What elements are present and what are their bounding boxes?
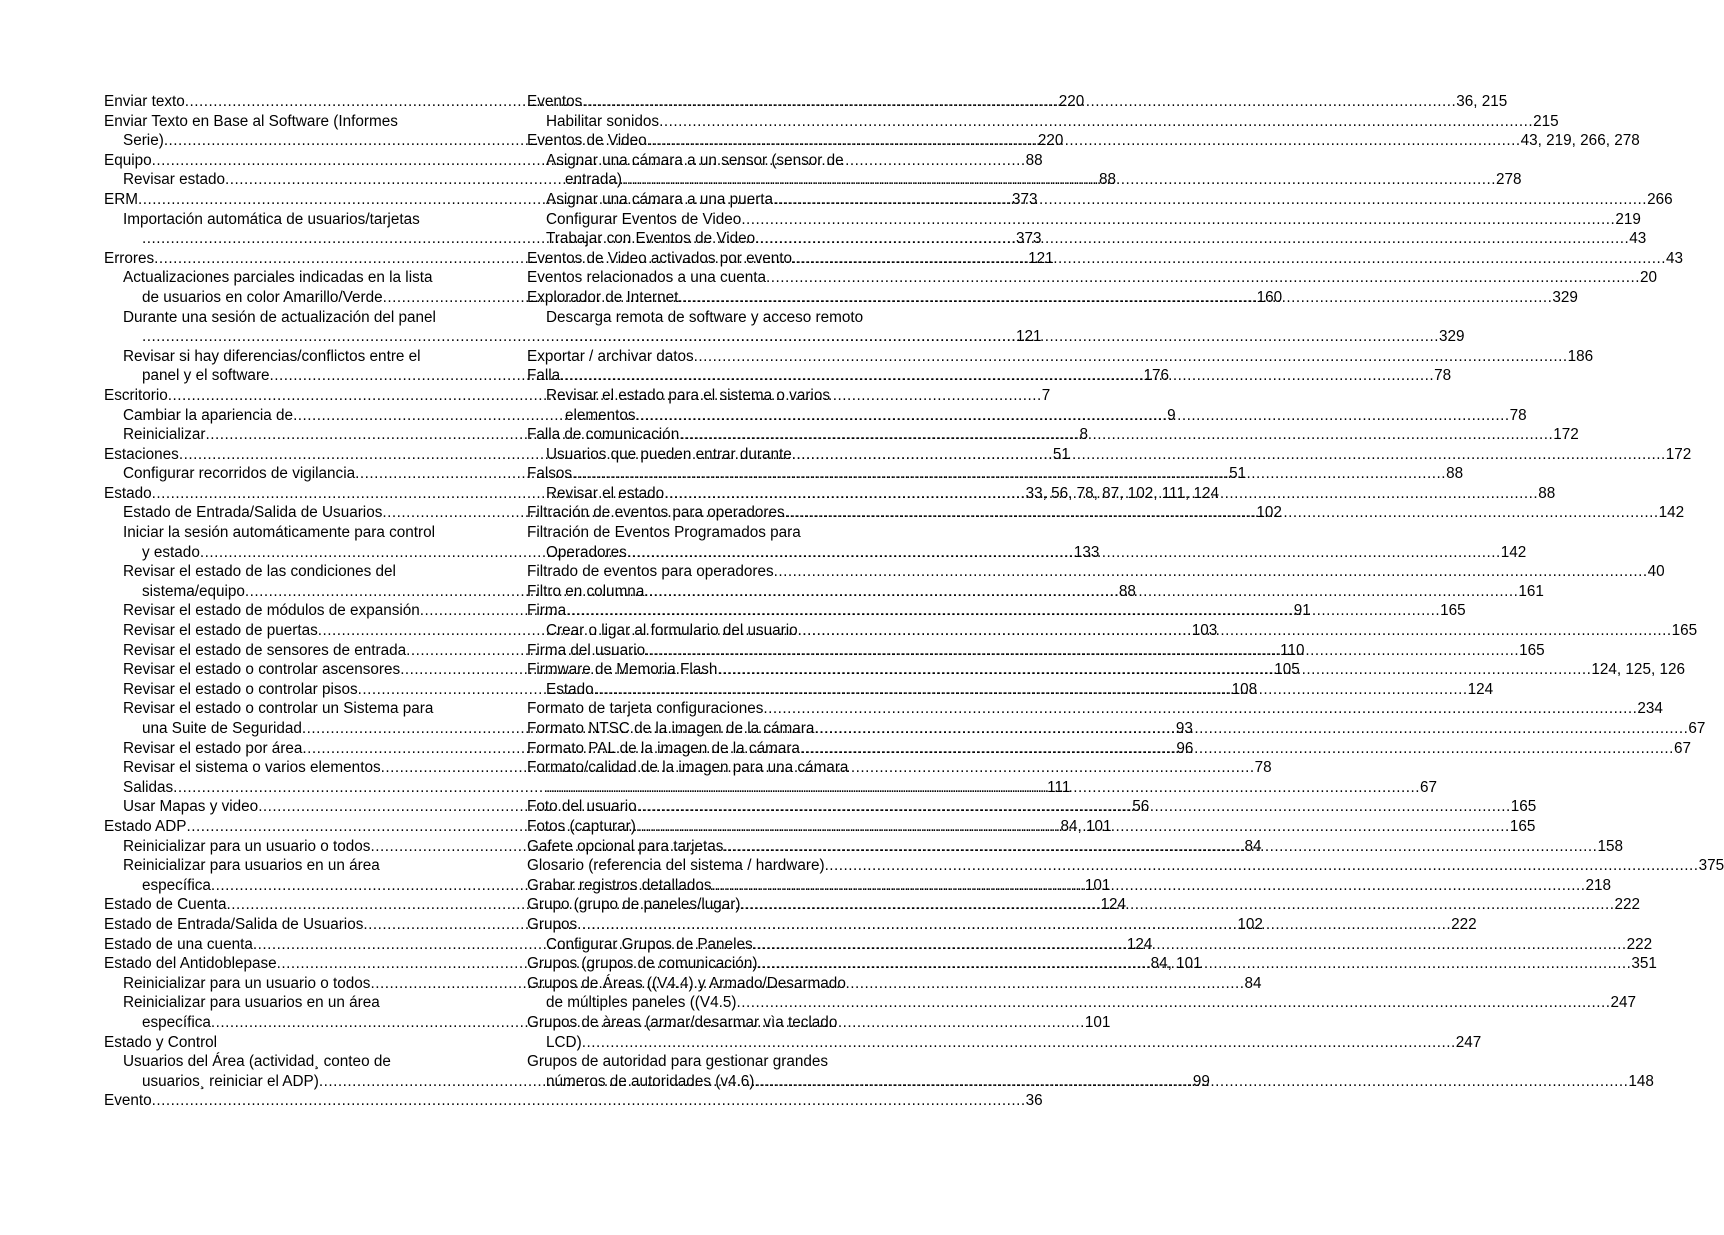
index-entry-text: Falla de comunicación <box>527 426 680 444</box>
index-entry <box>527 151 901 171</box>
index-entry-text: y estado <box>142 543 200 561</box>
index-entry <box>527 406 1527 426</box>
index-entry <box>527 1013 901 1033</box>
index-entry <box>104 680 1258 700</box>
index-entry-text: Enviar Texto en Base al Software (Informes <box>104 112 398 130</box>
index-entry <box>104 1033 478 1053</box>
index-entry-text: Eventos relacionados a una cuenta <box>527 269 766 287</box>
index-entry-page: 222 <box>1626 935 1653 953</box>
index-entry-page: 103 <box>1191 622 1218 640</box>
index-entry-text: Exportar / archivar datos <box>527 347 694 365</box>
index-entry <box>104 1052 478 1072</box>
index-entry-page: 88 <box>1538 484 1556 502</box>
index-entry-page: 219 <box>1615 210 1641 228</box>
index-entry-text: Eventos de Video activados por evento <box>527 249 793 267</box>
index-entry-page: 124 <box>1467 680 1494 698</box>
index-entry-text: Crear o ligar al formulario del usuario <box>546 622 798 640</box>
index-entry-text: Revisar si hay diferencias/conflictos entre el <box>123 347 421 365</box>
index-entry-page: 165 <box>1440 602 1466 620</box>
index-entry-page: 51 <box>1052 445 1070 463</box>
index-entry-text: Formato/calidad de la imagen para una cámara <box>527 759 849 777</box>
index-entry-page: 172 <box>1553 426 1579 444</box>
index-entry-text: Estado ADP <box>104 817 187 835</box>
index-entry-page: 105 <box>1274 661 1300 679</box>
index-entry-page: 375 <box>1698 857 1724 875</box>
index-entry-page: 121 <box>1028 249 1054 267</box>
index-entry-page: 78 <box>1434 367 1452 385</box>
index-entry <box>527 386 901 406</box>
index-entry-text: específica <box>142 1013 211 1031</box>
index-entry-text: Estado del Antidoblepase <box>104 955 277 973</box>
index-entry-text: Cambiar la apariencia de <box>123 406 294 424</box>
index-entry-page: 278 <box>1495 171 1522 189</box>
dot-leader <box>754 1072 1628 1092</box>
index-entry-page: 20 <box>1639 269 1657 287</box>
index-entry-text: Serie) <box>123 132 164 150</box>
index-entry-text: Grupos de autoridad para gestionar grandes <box>527 1053 829 1071</box>
index-entry-page: 78 <box>1254 759 1272 777</box>
index-entry-page: 102 <box>1237 915 1263 933</box>
dot-leader <box>582 92 1456 112</box>
index-entry-text: Revisar el estado de sensores de entrada <box>123 641 407 659</box>
dot-leader <box>741 210 1615 230</box>
dot-leader <box>798 621 1672 641</box>
dot-leader <box>572 464 1446 484</box>
index-entry-page: 96 <box>1176 739 1194 757</box>
dot-leader <box>546 778 1420 798</box>
index-entry-page: 215 <box>1533 112 1559 130</box>
index-entry-text: Estado de Cuenta <box>104 896 227 914</box>
index-entry-page: 8 <box>1079 426 1088 444</box>
index-entry-text: Eventos <box>527 93 583 110</box>
index-entry-text: Reinicializar <box>123 426 206 444</box>
index-entry-text: Estado y Control <box>104 1033 218 1051</box>
index-entry-text: Formato PAL de la imagen de la cámara <box>527 739 800 757</box>
index-entry-text: elementos <box>565 406 636 424</box>
index-entry-page: 78 <box>1509 406 1527 424</box>
index-entry-page: 110 <box>1280 641 1305 659</box>
index-entry-text: Revisar estado <box>123 171 226 189</box>
index-entry-page: 329 <box>1439 328 1465 346</box>
index-entry-page: 33, 56, 78, 87, 102, 111, 124 <box>1025 484 1219 502</box>
dot-leader <box>565 327 1439 347</box>
index-entry-text: Trabajar con Eventos de Video <box>546 230 756 248</box>
dot-leader <box>644 582 1518 602</box>
index-entry-text: Grupos de Áreas ((V4.4) y Armado/Desarmado <box>527 974 846 992</box>
index-entry-text: Firma <box>527 602 567 620</box>
index-entry-text: LCD) <box>546 1033 582 1051</box>
index-entry-text: Grabar registros detallados <box>527 876 712 894</box>
index-entry-text: sistema/equipo <box>142 582 245 600</box>
index-entry-page: 186 <box>1567 347 1594 365</box>
dot-leader <box>757 954 1631 974</box>
index-entry-page: 234 <box>1637 700 1663 718</box>
index-entry-text: Evento <box>104 1092 152 1110</box>
index-entry-text: Estado <box>104 484 152 502</box>
index-entry <box>104 308 478 328</box>
dot-leader <box>792 249 1666 269</box>
dot-leader <box>647 131 1521 151</box>
index-entry-text: Revisar el estado <box>546 484 665 502</box>
index-entry-page: 43, 219, 266, 278 <box>1520 132 1640 150</box>
dot-leader <box>736 993 1610 1013</box>
index-entry-page: 266 <box>1647 190 1673 208</box>
index-entry-page: 218 <box>1585 876 1612 894</box>
index-entry-page: 101 <box>1084 876 1111 894</box>
index-entry-text: Estado de Entrada/Salida de Usuarios <box>104 915 364 933</box>
index-entry-text: Reinicializar para usuarios en un área <box>123 857 380 875</box>
index-entry-text: Estado <box>546 680 594 698</box>
dot-leader <box>679 425 1553 445</box>
index-entry-text: Falla <box>527 367 561 385</box>
index-entry-page: 142 <box>1500 543 1527 561</box>
index-entry-text: Usuarios que pueden entrar durante <box>546 445 792 463</box>
index-entry-page: 111 <box>1047 778 1071 796</box>
index-entry-text: Foto del usuario <box>527 798 637 816</box>
index-entry-text: Reinicializar para usuarios en un área <box>123 994 380 1012</box>
dot-leader <box>627 543 1501 563</box>
index-entry <box>104 993 478 1013</box>
index-entry-page: 9 <box>1167 406 1176 424</box>
index-entry-text: Durante una sesión de actualización del panel <box>123 308 436 326</box>
index-entry-text: Estado de Entrada/Salida de Usuarios <box>123 504 383 522</box>
index-entry-text: ERM <box>104 190 138 208</box>
index-entry-text: Revisar el estado por área <box>123 739 303 757</box>
dot-leader <box>678 288 1552 308</box>
index-entry-text: Grupos (grupos de comunicación) <box>527 955 758 973</box>
index-entry-text: de múltiples paneles ((V4.5) <box>546 994 737 1012</box>
dot-leader <box>622 170 1496 190</box>
index-entry-page: 220 <box>1058 93 1085 110</box>
dot-leader <box>152 1091 1026 1111</box>
index-entry-text: Asignar una cámara a una puerta <box>546 190 774 208</box>
index-entry-page: 160 <box>1256 288 1283 306</box>
index-entry <box>104 523 478 543</box>
dot-leader <box>800 739 1674 759</box>
dot-leader <box>763 699 1637 719</box>
dot-leader <box>659 112 1533 132</box>
dot-leader <box>766 268 1640 288</box>
index-entry-page: 247 <box>1610 994 1636 1012</box>
index-entry-text: usuarios¸ reiniciar el ADP) <box>142 1072 319 1090</box>
index-entry <box>104 1091 1043 1111</box>
index-entry-page: 121 <box>1016 328 1042 346</box>
index-entry-text: Configurar Grupos de Paneles <box>546 935 753 953</box>
dot-leader <box>694 347 1568 367</box>
index-entry-page: 247 <box>1455 1033 1482 1051</box>
index-entry-page: 124 <box>1100 896 1126 914</box>
index-entry <box>527 856 1724 876</box>
dot-leader <box>792 445 1666 465</box>
index-entry-text: Firmware de Memoria Flash <box>527 661 718 679</box>
dot-leader <box>637 797 1511 817</box>
index-entry-text: Equipo <box>104 151 152 169</box>
index-entry-page: 36 <box>1025 1092 1043 1110</box>
index-entry-page: 165 <box>1671 622 1698 640</box>
index-entry-page: 67 <box>1688 720 1706 737</box>
index-entry-page: 124, 125, 126 <box>1591 661 1685 679</box>
index-entry <box>527 758 901 778</box>
index-entry-page: 40 <box>1647 563 1665 581</box>
index-entry-text: Configurar Eventos de Video <box>546 210 742 228</box>
index-entry-text: específica <box>142 876 211 894</box>
index-entry-text: Grupo (grupo de paneles/lugar) <box>527 896 741 914</box>
index-entry-page: 165 <box>1519 641 1545 659</box>
index-entry <box>527 523 901 543</box>
index-entry <box>104 347 478 367</box>
index-entry-page: 88 <box>1025 151 1043 169</box>
index-entry-page: 84, 101 <box>1150 955 1202 973</box>
dot-leader <box>636 406 1510 426</box>
index-entry <box>527 268 1657 288</box>
index-entry-page: 222 <box>1614 896 1640 914</box>
index-entry-text: Revisar el sistema o varios elementos <box>123 759 381 777</box>
index-entry <box>527 974 901 994</box>
index-entry-text: Revisar el estado de las condiciones del <box>123 563 396 581</box>
index-entry-text: Filtrado de eventos para operadores <box>527 563 774 581</box>
index-entry-page: 108 <box>1231 680 1258 698</box>
index-entry-text: Configurar recorridos de vigilancia <box>123 465 356 483</box>
dot-leader <box>717 660 1591 680</box>
index-entry-text: Estaciones <box>104 445 179 463</box>
index-entry-page: 101 <box>1084 1013 1111 1031</box>
index-entry-page: 43 <box>1629 230 1647 248</box>
index-entry-text: Importación automática de usuarios/tarjetas <box>123 210 420 228</box>
dot-leader <box>753 935 1627 955</box>
index-entry-page: 158 <box>1597 837 1623 855</box>
dot-leader <box>636 817 1510 837</box>
index-entry-text: Revisar el estado o controlar pisos <box>123 680 358 698</box>
index-entry-text: Explorador de Internet <box>527 288 679 306</box>
index-entry-page: 88 <box>1446 465 1464 483</box>
index-entry-text: Salidas <box>123 778 174 796</box>
dot-leader <box>785 503 1659 523</box>
index-entry-text: Habilitar sonidos <box>546 112 660 130</box>
index-entry-page: 329 <box>1552 288 1578 306</box>
index-entry-text: Iniciar la sesión automáticamente para control <box>123 524 436 542</box>
index-entry-text: Eventos de Video <box>527 132 647 150</box>
index-entry <box>527 210 1641 230</box>
index-entry <box>527 993 1636 1013</box>
index-entry-text: panel y el software <box>142 367 270 385</box>
dot-leader <box>723 837 1597 857</box>
index-entry-page: 99 <box>1192 1072 1210 1090</box>
index-entry-page: 84 <box>1244 837 1262 855</box>
dot-leader <box>566 601 1440 621</box>
index-entry-text: Reinicializar para un usuario o todos <box>123 974 371 992</box>
index-entry-page: 88 <box>1118 582 1136 600</box>
index-entry-text: Falsos <box>527 465 573 483</box>
index-entry-page: 88 <box>1099 171 1117 189</box>
index-entry-page: 36, 215 <box>1456 93 1508 110</box>
index-entry <box>527 112 1559 132</box>
index-entry-text: Usuarios del Área (actividad¸ conteo de <box>123 1053 391 1071</box>
index-entry-text: Errores <box>104 249 155 267</box>
index-entry-text: Revisar el estado o controlar ascensores <box>123 661 401 679</box>
index-entry-page: 84, 101 <box>1060 817 1112 835</box>
index-entry-text: Escritorio <box>104 386 168 404</box>
index-entry-page: 133 <box>1073 543 1100 561</box>
dot-leader <box>577 915 1451 935</box>
index-entry-page: 84 <box>1244 974 1262 992</box>
index-entry <box>527 1052 901 1072</box>
index-entry-text: Asignar una cámara a un sensor (sensor de <box>546 151 844 169</box>
index-entry <box>104 699 478 719</box>
index-entry-text: entrada) <box>565 171 622 189</box>
index-entry-text: Firma del usuario <box>527 641 646 659</box>
index-entry-page: 161 <box>1518 582 1544 600</box>
index-entry-text: Estado de una cuenta <box>104 935 253 953</box>
index-entry-text: de usuarios en color Amarillo/Verde <box>142 288 383 306</box>
index-entry-text: Filtro en columna <box>527 582 645 600</box>
index-entry-page: 165 <box>1510 798 1537 816</box>
index-entry <box>527 699 1663 719</box>
index-entry-page: 148 <box>1628 1072 1654 1090</box>
dot-leader <box>755 229 1629 249</box>
index-entry-text: una Suite de Seguridad <box>142 720 302 737</box>
index-entry <box>527 562 1665 582</box>
index-entry-page: 43 <box>1666 249 1684 267</box>
index-entry-page: 142 <box>1658 504 1685 522</box>
dot-leader <box>740 895 1614 915</box>
index-entry-page: 124 <box>1126 935 1153 953</box>
index-entry-page: 102 <box>1256 504 1282 522</box>
index-entry <box>527 347 1594 367</box>
index-entry-text: Glosario (referencia del sistema / hardware) <box>527 857 825 875</box>
index-entry-text: Descarga remota de software y acceso remoto <box>546 308 864 326</box>
index-entry-text: Actualizaciones parciales indicadas en la lista <box>123 269 433 287</box>
index-entry-page: 165 <box>1509 817 1536 835</box>
index-entry <box>527 425 1579 445</box>
dot-leader <box>814 719 1688 739</box>
index-entry-text: Reinicializar para un usuario o todos <box>123 837 371 855</box>
index-entry-page: 176 <box>1143 367 1170 385</box>
index-entry-text: números de autoridades (v4.6) <box>546 1072 755 1090</box>
index-entry-page: 51 <box>1229 465 1247 483</box>
index-entry <box>527 1033 1482 1053</box>
index-entry-page: 373 <box>1012 190 1038 208</box>
index-entry <box>104 562 478 582</box>
index-entry-page: 67 <box>1673 739 1691 757</box>
index-entry-page: 67 <box>1420 778 1438 796</box>
index-entry-page: 7 <box>1041 386 1051 404</box>
dot-leader <box>773 190 1647 210</box>
dot-leader <box>645 641 1519 661</box>
index-entry-page: 56 <box>1132 798 1150 816</box>
index-entry-text: Grupos de àreas (armar/desarmar vìa teclado <box>527 1013 838 1031</box>
index-entry-text: Fotos (capturar) <box>527 817 636 835</box>
index-entry <box>527 308 901 328</box>
index-entry <box>104 856 478 876</box>
index-entry-text: Formato NTSC de la imagen de la cámara <box>527 720 815 737</box>
index-entry-page: 93 <box>1175 720 1193 737</box>
index-entry-text: Revisar el estado de puertas <box>123 622 318 640</box>
index-entry-text: Filtración de Eventos Programados para <box>527 524 801 542</box>
index-entry-text: Formato de tarjeta configuraciones <box>527 700 764 718</box>
index-entry-text: Operadores <box>546 543 627 561</box>
index-entry-page: 373 <box>1016 230 1042 248</box>
dot-leader <box>664 484 1538 504</box>
index-entry-page: 220 <box>1037 132 1064 150</box>
index-entry-text: Revisar el estado o controlar un Sistema para <box>123 700 434 718</box>
index-entry-text: Gafete opcional para tarjetas <box>527 837 724 855</box>
index-entry-page: 222 <box>1451 915 1477 933</box>
dot-leader <box>594 680 1468 700</box>
index-entry <box>104 778 1071 798</box>
index-entry-page: 351 <box>1631 955 1657 973</box>
dot-leader <box>582 1033 1456 1053</box>
index-entry-text: Revisar el estado de módulos de expansión <box>123 602 420 620</box>
index-entry-page: 172 <box>1665 445 1692 463</box>
dot-leader <box>825 856 1699 876</box>
index-entry <box>104 210 478 230</box>
index-entry <box>104 112 478 132</box>
index-entry-text: Filtración de eventos para operadores <box>527 504 785 522</box>
index-entry-page: 91 <box>1293 602 1311 620</box>
index-entry-text: Enviar texto <box>104 93 185 110</box>
index-entry <box>104 268 478 288</box>
dot-leader <box>560 366 1434 386</box>
index-entry <box>104 327 1042 347</box>
dot-leader <box>712 876 1586 896</box>
index-entry-text: Revisar el estado para el sistema o varios <box>546 386 830 404</box>
dot-leader <box>774 562 1648 582</box>
index-entry-text: Usar Mapas y video <box>123 798 259 816</box>
index-entry-text: Grupos <box>527 915 578 933</box>
